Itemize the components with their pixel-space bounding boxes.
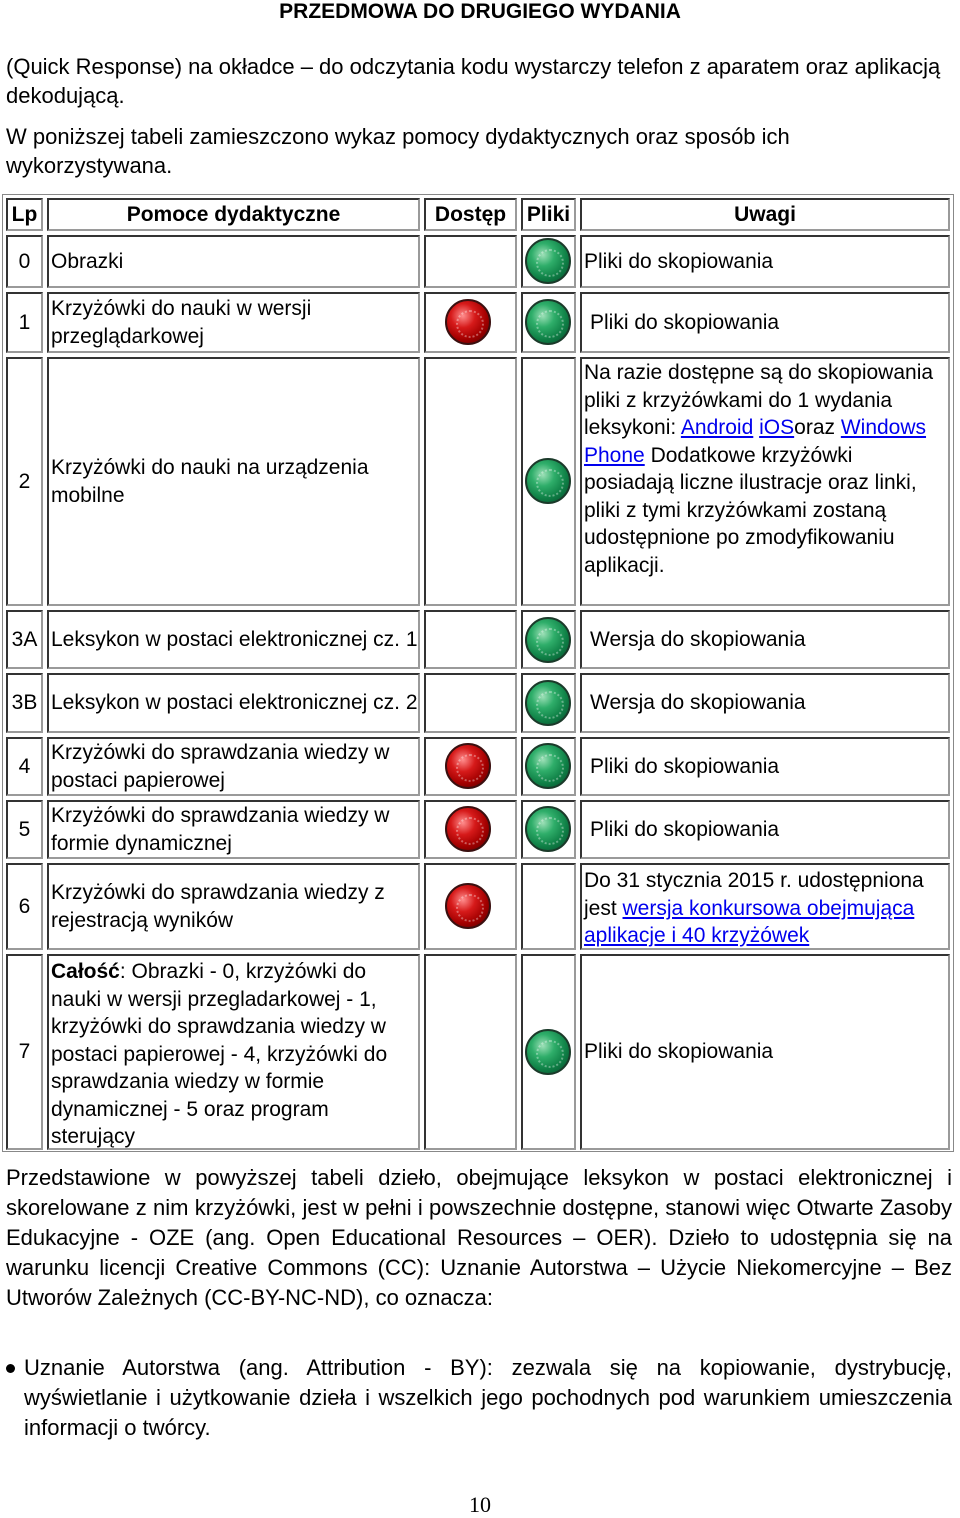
row7-name xyxy=(47,954,420,1150)
row3a-pliki xyxy=(521,610,576,669)
row3b-uwagi: Wersja do skopiowania xyxy=(580,673,950,733)
row4-dostep xyxy=(424,737,517,796)
red-button-icon[interactable] xyxy=(445,806,491,852)
row2-dostep xyxy=(424,357,517,606)
row3a-name: Leksykon w postaci elektronicznej cz. 1 xyxy=(47,610,420,669)
red-button-icon[interactable] xyxy=(445,299,491,345)
row4-name: Krzyżówki do sprawdzania wiedzy w postaci papierowej xyxy=(47,737,420,796)
row0-name: Obrazki xyxy=(47,235,420,288)
row6-uwagi xyxy=(580,863,950,950)
row3a-dostep xyxy=(424,610,517,669)
row2-name: Krzyżówki do nauki na urządzenia mobilne xyxy=(47,357,420,606)
row6-name: Krzyżówki do sprawdzania wiedzy z rejestracją wyników xyxy=(47,863,420,950)
row0-pliki xyxy=(521,235,576,288)
row5-name: Krzyżówki do sprawdzania wiedzy w formie dynamicznej xyxy=(47,800,420,859)
row6-lp: 6 xyxy=(6,863,43,950)
red-button-icon[interactable] xyxy=(445,883,491,929)
green-button-icon[interactable] xyxy=(525,1029,571,1075)
row4-uwagi: Pliki do skopiowania xyxy=(580,737,950,796)
row2-uwagi-text-2: oraz xyxy=(794,416,841,439)
row1-uwagi: Pliki do skopiowania xyxy=(580,292,950,353)
row6-dostep xyxy=(424,863,517,950)
row1-pliki xyxy=(521,292,576,353)
row1-lp: 1 xyxy=(6,292,43,353)
header-pomoce: Pomoce dydaktyczne xyxy=(47,198,420,231)
row0-dostep xyxy=(424,235,517,288)
row5-lp: 5 xyxy=(6,800,43,859)
row0-uwagi: Pliki do skopiowania xyxy=(580,235,950,288)
green-button-icon[interactable] xyxy=(525,458,571,504)
row0-lp: 0 xyxy=(6,235,43,288)
green-button-icon[interactable] xyxy=(525,743,571,789)
license-paragraph: Przedstawione w powyższej tabeli dzieło, obejmujące leksykon w postaci elektronicznej i skorelowane z nim krzyżówki, jest w pełni i powszechnie dostępne, stanowi więc Otwarte Zasoby Edukacyjne - OZE (ang. Open Educational Resources – OER). Dzieło to udostępnia się na warunku licencji Creative Commons (CC): Uznanie Autorstwa – Użycie Niekomercyjne – Bez Utworów Zależnych (CC-BY-NC-ND), co oznacza: xyxy=(6,1165,952,1310)
bullet-text: Uznanie Autorstwa (ang. Attribution - BY): zezwala się na kopiowanie, dystrybucję, wyświetlanie i użytkowanie dzieła i wszelkich jego pochodnych pod warunkiem umieszczenia informacji o twórcy. xyxy=(24,1355,952,1440)
green-button-icon[interactable] xyxy=(525,238,571,284)
row2-uwagi xyxy=(580,357,950,606)
header-dostep: Dostęp xyxy=(424,198,517,231)
row1-dostep xyxy=(424,292,517,353)
green-button-icon[interactable] xyxy=(525,617,571,663)
page-number: 10 xyxy=(469,1492,491,1517)
row7-lp: 7 xyxy=(6,954,43,1150)
row7-pliki xyxy=(521,954,576,1150)
row1-name: Krzyżówki do nauki w wersji przeglądarkowej xyxy=(47,292,420,353)
row2-uwagi-text-3: Dodatkowe krzyżówki posiadają liczne ilustracje oraz linki, pliki z tymi krzyżówkami zostaną udostępnione po zmodyfikowaniu aplikacji. xyxy=(584,443,917,577)
row3a-uwagi: Wersja do skopiowania xyxy=(580,610,950,669)
row3b-pliki xyxy=(521,673,576,733)
competition-version-link[interactable]: wersja konkursowa obejmująca aplikacje i 40 krzyżówek xyxy=(584,896,915,947)
row7-name-bold: Całość xyxy=(51,960,120,983)
row2-uwagi-text-1: Na razie dostępne są do skopiowania pliki z krzyżówkami do 1 wydania leksykoni: xyxy=(584,361,934,439)
header-pliki: Pliki xyxy=(521,198,576,231)
page-header: PRZEDMOWA DO DRUGIEGO WYDANIA xyxy=(279,0,681,23)
row7-dostep xyxy=(424,954,517,1150)
row7-uwagi: Pliki do skopiowania xyxy=(580,954,950,1150)
row3b-lp: 3B xyxy=(6,673,43,733)
red-button-icon[interactable] xyxy=(445,743,491,789)
green-button-icon[interactable] xyxy=(525,806,571,852)
header-lp: Lp xyxy=(6,198,43,231)
row4-lp: 4 xyxy=(6,737,43,796)
intro-paragraph-2: W poniższej tabeli zamieszczono wykaz pomocy dydaktycznych oraz sposób ich wykorzystywana. xyxy=(6,124,790,178)
row4-pliki xyxy=(521,737,576,796)
row3b-dostep xyxy=(424,673,517,733)
intro-paragraph-1: (Quick Response) na okładce – do odczytania kodu wystarczy telefon z aparatem oraz aplikacją dekodującą. xyxy=(6,54,941,108)
row2-pliki xyxy=(521,357,576,606)
android-link[interactable]: Android xyxy=(680,416,754,439)
row3a-lp: 3A xyxy=(6,610,43,669)
green-button-icon[interactable] xyxy=(525,299,571,345)
row5-pliki xyxy=(521,800,576,859)
bullet-dot-icon xyxy=(6,1364,15,1373)
ios-link[interactable]: iOS xyxy=(759,416,795,439)
row7-name-text: : Obrazki - 0, krzyżówki do nauki w wersji przegladarkowej - 1, krzyżówki do sprawdzania wiedzy w postaci papierowej - 4, krzyżówki do sprawdzania wiedzy w formie dynamicznej - 5 oraz program sterujący xyxy=(51,960,388,1148)
windows-phone-link[interactable]: Windows Phone xyxy=(584,416,927,467)
header-uwagi: Uwagi xyxy=(580,198,950,231)
row3b-name: Leksykon w postaci elektronicznej cz. 2 xyxy=(47,673,420,733)
row5-dostep xyxy=(424,800,517,859)
row2-lp: 2 xyxy=(6,357,43,606)
green-button-icon[interactable] xyxy=(525,680,571,726)
row6-uwagi-text: Do 31 stycznia 2015 r. udostępniona jest xyxy=(584,869,924,920)
row6-pliki xyxy=(521,863,576,950)
row5-uwagi: Pliki do skopiowania xyxy=(580,800,950,859)
